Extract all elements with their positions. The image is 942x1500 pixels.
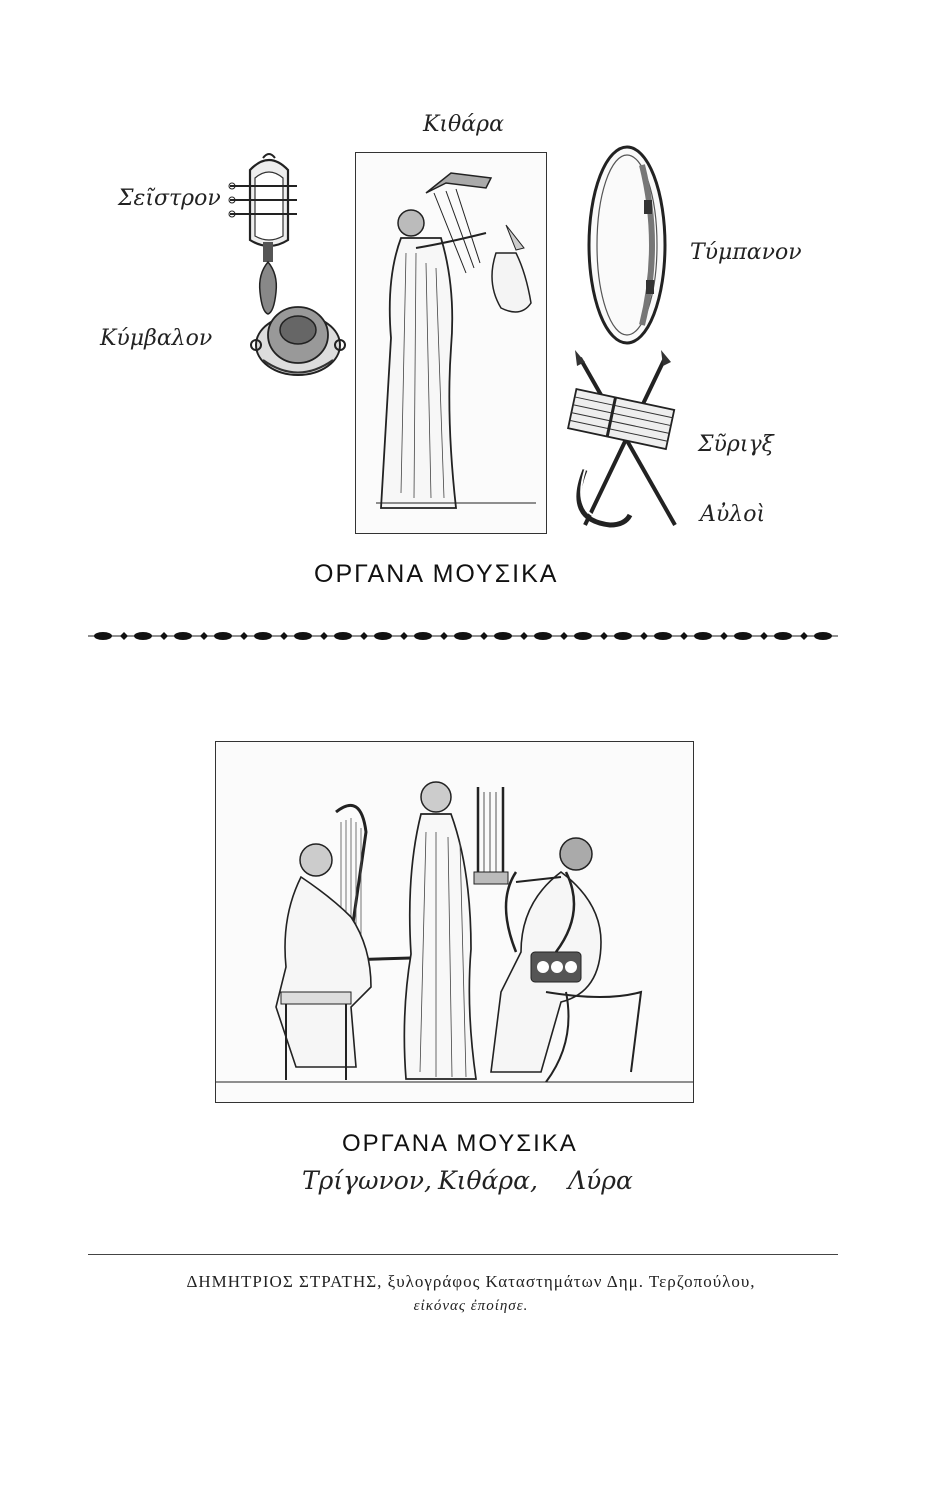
bottom-plate-caption: ΟΡΓΑΝΑ ΜΟΥΣΙΚΑ (342, 1130, 578, 1157)
label-syrinx: Σῦριγξ (698, 432, 774, 457)
syrinx-auloi-illustration (555, 350, 695, 535)
three-musicians-plate (215, 741, 694, 1103)
subcaption-trigonon: Τρίγωνον, (302, 1166, 432, 1195)
label-kymbalon: Κύμβαλον (100, 326, 213, 351)
three-musicians-scene (216, 742, 693, 1102)
credit-line-1: ΔΗΜΗΤΡΙΟΣ ΣΤΡΑΤΗΣ, ξυλογράφος Καταστημάτων Δημ. Τερζοπούλου, (186, 1272, 756, 1291)
kithara-player-figure (356, 153, 546, 533)
footer-rule (88, 1254, 838, 1255)
kymbalon-illustration (248, 290, 348, 390)
label-seistron: Σεῖστρον (118, 186, 221, 211)
tympanon-illustration (582, 140, 672, 350)
label-kithara: Κιθάρα (423, 112, 504, 137)
subcaption-lyra: Λύρα (568, 1166, 633, 1195)
label-tympanon: Τύμπανον (690, 240, 802, 265)
ornamental-divider (88, 628, 838, 644)
label-auloi: Αὐλοὶ (700, 502, 766, 527)
credit-line-2: εἰκόνας ἐποίησε. (413, 1298, 529, 1314)
top-plate-caption: ΟΡΓΑΝΑ ΜΟΥΣΙΚΑ (314, 560, 559, 588)
subcaption-kithara: Κιθάρα, (438, 1166, 538, 1195)
kithara-player-plate (355, 152, 547, 534)
